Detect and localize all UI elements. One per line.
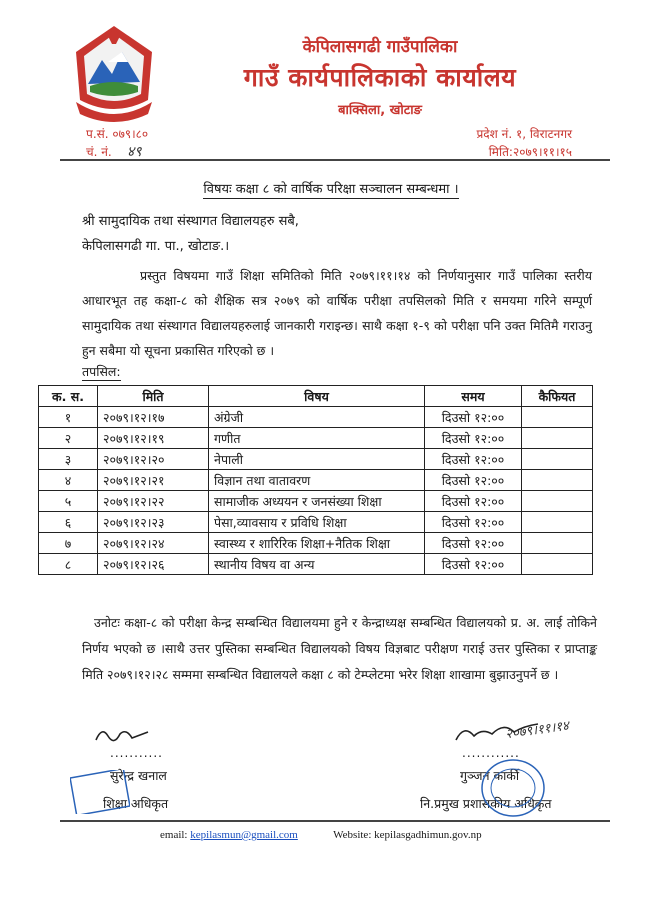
cell-remark — [522, 407, 593, 428]
table-row — [39, 407, 593, 428]
cell-serial: ६ — [39, 512, 98, 533]
schedule-label: तपसिल: — [82, 364, 121, 379]
header-remarks: कैफियत — [522, 386, 593, 407]
cell-subject: अंग्रेजी — [209, 407, 425, 428]
header-serial: क. स. — [39, 386, 98, 407]
header-time: समय — [425, 386, 522, 407]
header-divider — [60, 159, 610, 161]
cell-serial: १ — [39, 407, 98, 428]
signature-date-handwritten: २०७९।११।१४ — [504, 718, 570, 743]
signatory-right-name: गुञ्जन कार्की — [460, 768, 520, 783]
office-name: गाउँ कार्यपालिकाको कार्यालय — [243, 63, 517, 92]
cell-remark — [522, 491, 593, 512]
nepal-emblem-logo — [68, 22, 160, 122]
table-row — [39, 470, 593, 491]
email-label: email: — [160, 829, 188, 841]
cell-serial: ३ — [39, 449, 98, 470]
signature-left-mark — [92, 722, 152, 748]
table-row — [39, 512, 593, 533]
cell-subject: पेसा,व्यावसाय र प्रविधि शिक्षा — [209, 512, 425, 533]
table-row — [39, 554, 593, 575]
cell-remark — [522, 512, 593, 533]
footer-divider — [60, 820, 610, 822]
note-text: उनोटः कक्षा-८ को परीक्षा केन्द्र सम्बन्धित विद्यालयमा हुने र केन्द्राध्यक्ष सम्बन्धित विद्यालयको प्र. अ. लाई तोकिने निर्णय भएको छ ।साथै उत्तर पुस्तिका सम्बन्धित विद्यालयको विषय विज्ञबाट परीक्षण गराई उत्तर पुस्तिका र प्राप्ताङ्क मिति २०७९।१२।२८ सम्ममा सम्बन्धित विद्यालयले कक्षा ८ को टेम्प्लेटमा भरेर शिक्षा शाखामा बुझाउनुपर्ने छ । — [82, 615, 597, 682]
province-address: प्रदेश नं. १, विराटनगर — [476, 127, 572, 141]
cell-date: २०७९।१२।१७ — [98, 407, 209, 428]
cell-time: दिउसो १२:०० — [425, 491, 522, 512]
exam-schedule-table — [38, 385, 593, 575]
table-row — [39, 449, 593, 470]
cell-date: २०७९।१२।२३ — [98, 512, 209, 533]
header-subject: विषय — [209, 386, 425, 407]
table-header-row — [39, 386, 593, 407]
cell-time: दिउसो १२:०० — [425, 554, 522, 575]
cell-date: २०७९।१२।२४ — [98, 533, 209, 554]
dispatch-number-handwritten: ४९ — [127, 144, 142, 160]
cell-serial: ५ — [39, 491, 98, 512]
signature-line-right: ............ — [462, 746, 520, 760]
cell-time: दिउसो १२:०० — [425, 470, 522, 491]
cell-time: दिउसो १२:०० — [425, 533, 522, 554]
cell-time: दिउसो १२:०० — [425, 512, 522, 533]
letter-date: मिति:२०७९।११।१५ — [488, 145, 572, 159]
cell-subject: स्वास्थ्य र शारिरिक शिक्षा+नैतिक शिक्षा — [209, 533, 425, 554]
table-row — [39, 428, 593, 449]
cell-serial: २ — [39, 428, 98, 449]
cell-remark — [522, 428, 593, 449]
recipient-line-1: श्री सामुदायिक तथा संस्थागत विद्यालयहरु सबै, — [82, 214, 299, 229]
cell-subject: नेपाली — [209, 449, 425, 470]
office-location: बाक्सिला, खोटाङ — [338, 103, 422, 118]
cell-subject: सामाजीक अध्ययन र जनसंख्या शिक्षा — [209, 491, 425, 512]
body-text: प्रस्तुत विषयमा गाउँ शिक्षा समितिको मिति २०७९।११।१४ को निर्णयानुसार गाउँ पालिका स्तरीय आधारभूत तह कक्षा-८ को शैक्षिक सत्र २०७९ को वार्षिक परीक्षा तपसिलको मिति र समयमा गरिने सम्पूर्ण सामुदायिक तथा संस्थागत विद्यालयहरुलाई जानकारी गराइन्छ। साथै कक्षा १-९ को परीक्षा पनि उक्त मितिमै गराउनु हुन सबैमा यो सूचना प्रकासित गरिएको छ । — [82, 268, 592, 358]
cell-date: २०७९।१२।२२ — [98, 491, 209, 512]
stamp-left — [70, 770, 130, 814]
cell-remark — [522, 449, 593, 470]
cell-date: २०७९।१२।२० — [98, 449, 209, 470]
reference-number: प.सं. ०७९।८० — [86, 127, 149, 141]
cell-serial: ७ — [39, 533, 98, 554]
cell-date: २०७९।१२।२६ — [98, 554, 209, 575]
stamp-right — [478, 755, 548, 821]
cell-remark — [522, 533, 593, 554]
cell-remark — [522, 554, 593, 575]
signature-line-left: ........... — [110, 746, 163, 760]
subject-line — [0, 179, 662, 197]
subject-text: विषयः कक्षा ८ को वार्षिक परिक्षा सञ्चालन सम्बन्धमा । — [203, 182, 459, 197]
signatory-left-title: शिक्षा अधिकृत — [103, 796, 169, 811]
cell-subject: गणीत — [209, 428, 425, 449]
table-row — [39, 533, 593, 554]
email-link[interactable]: kepilasmun@gmail.com — [190, 829, 298, 841]
signatory-left-name: सुरेन्द्र खनाल — [110, 768, 167, 783]
cell-serial: ४ — [39, 470, 98, 491]
recipient-line-2: केपिलासगढी गा. पा., खोटाङ.। — [82, 239, 230, 254]
header-date: मिति — [98, 386, 209, 407]
note-paragraph — [82, 610, 597, 688]
dispatch-number-label: चं. नं. — [86, 145, 112, 159]
cell-serial: ८ — [39, 554, 98, 575]
cell-time: दिउसो १२:०० — [425, 449, 522, 470]
table-row — [39, 491, 593, 512]
org-name: केपिलासगढी गाउँपालिका — [302, 37, 458, 57]
cell-time: दिउसो १२:०० — [425, 407, 522, 428]
cell-subject: स्थानीय विषय वा अन्य — [209, 554, 425, 575]
body-paragraph — [82, 263, 592, 363]
website-link[interactable]: kepilasgadhimun.gov.np — [374, 829, 482, 841]
cell-time: दिउसो १२:०० — [425, 428, 522, 449]
cell-date: २०७९।१२।१९ — [98, 428, 209, 449]
footer-contact — [160, 829, 482, 841]
cell-remark — [522, 470, 593, 491]
website-label: Website: — [333, 829, 372, 841]
signatory-right-title: नि.प्रमुख प्रशासकीय अधिकृत — [420, 796, 552, 811]
cell-date: २०७९।१२।२१ — [98, 470, 209, 491]
cell-subject: विज्ञान तथा वातावरण — [209, 470, 425, 491]
